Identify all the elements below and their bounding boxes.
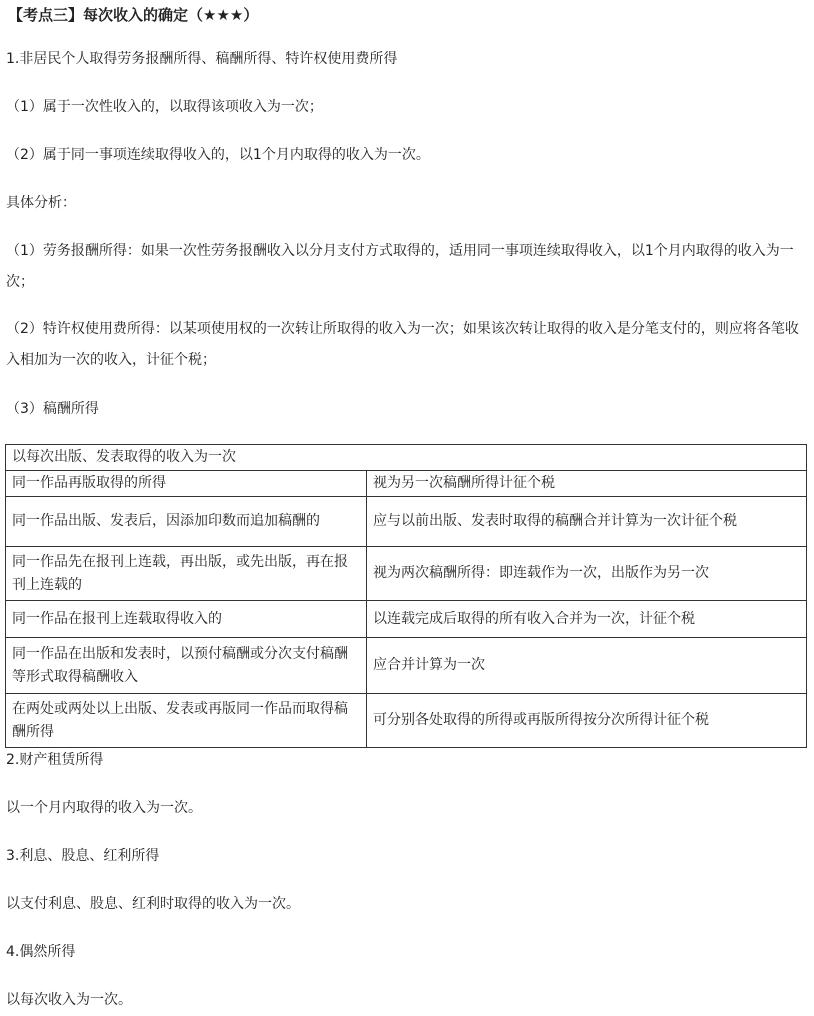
table-row — [6, 694, 807, 748]
paragraph: （1）属于一次性收入的，以取得该项收入为一次； — [6, 99, 323, 115]
royalty-income-table — [5, 444, 807, 748]
paragraph: 以一个月内取得的收入为一次。 — [6, 800, 202, 816]
table-cell: 应与以前出版、发表时取得的稿酬合并计算为一次计征个税 — [367, 497, 807, 547]
table-cell: 同一作品在报刊上连载取得收入的 — [6, 601, 367, 638]
table-cell: 可分别各处取得的所得或再版所得按分次所得计征个税 — [367, 694, 807, 748]
paragraph: 以支付利息、股息、红利时取得的收入为一次。 — [6, 896, 300, 912]
table-row — [6, 638, 807, 694]
table-cell: 同一作品再版取得的所得 — [6, 471, 367, 497]
table-row — [6, 471, 807, 497]
table-row — [6, 601, 807, 638]
table-cell: 应合并计算为一次 — [367, 638, 807, 694]
paragraph: 具体分析： — [6, 195, 76, 211]
table-row — [6, 547, 807, 601]
table-header-row — [6, 445, 807, 471]
paragraph: 1.非居民个人取得劳务报酬所得、稿酬所得、特许权使用费所得 — [6, 51, 398, 67]
table-cell: 视为两次稿酬所得：即连载作为一次，出版作为另一次 — [367, 547, 807, 601]
table-header: 以每次出版、发表取得的收入为一次 — [6, 445, 807, 471]
paragraph: 以每次收入为一次。 — [6, 992, 132, 1008]
table-cell: 同一作品先在报刊上连载，再出版，或先出版，再在报刊上连载的 — [6, 547, 367, 601]
table-cell: 同一作品在出版和发表时，以预付稿酬或分次支付稿酬等形式取得稿酬收入 — [6, 638, 367, 694]
paragraph: 3.利息、股息、红利所得 — [6, 848, 160, 864]
table-cell: 视为另一次稿酬所得计征个税 — [367, 471, 807, 497]
table-row — [6, 497, 807, 547]
paragraph: （2）属于同一事项连续取得收入的，以1个月内取得的收入为一次。 — [6, 147, 430, 163]
paragraph: 2.财产租赁所得 — [6, 752, 104, 768]
table-cell: 同一作品出版、发表后，因添加印数而追加稿酬的 — [6, 497, 367, 547]
paragraph: （1）劳务报酬所得：如果一次性劳务报酬收入以分月支付方式取得的，适用同一事项连续取得收入，以1个月内取得的收入为一次； — [6, 243, 794, 290]
table-cell: 以连载完成后取得的所有收入合并为一次，计征个税 — [367, 601, 807, 638]
section-title: 【考点三】每次收入的确定（★★★） — [8, 6, 259, 24]
paragraph: 4.偶然所得 — [6, 944, 76, 960]
paragraph: （3）稿酬所得 — [6, 401, 99, 417]
table-cell: 在两处或两处以上出版、发表或再版同一作品而取得稿酬所得 — [6, 694, 367, 748]
paragraph: （2）特许权使用费所得：以某项使用权的一次转让所取得的收入为一次；如果该次转让取得的收入是分笔支付的，则应将各笔收入相加为一次的收入，计征个税； — [6, 321, 799, 368]
